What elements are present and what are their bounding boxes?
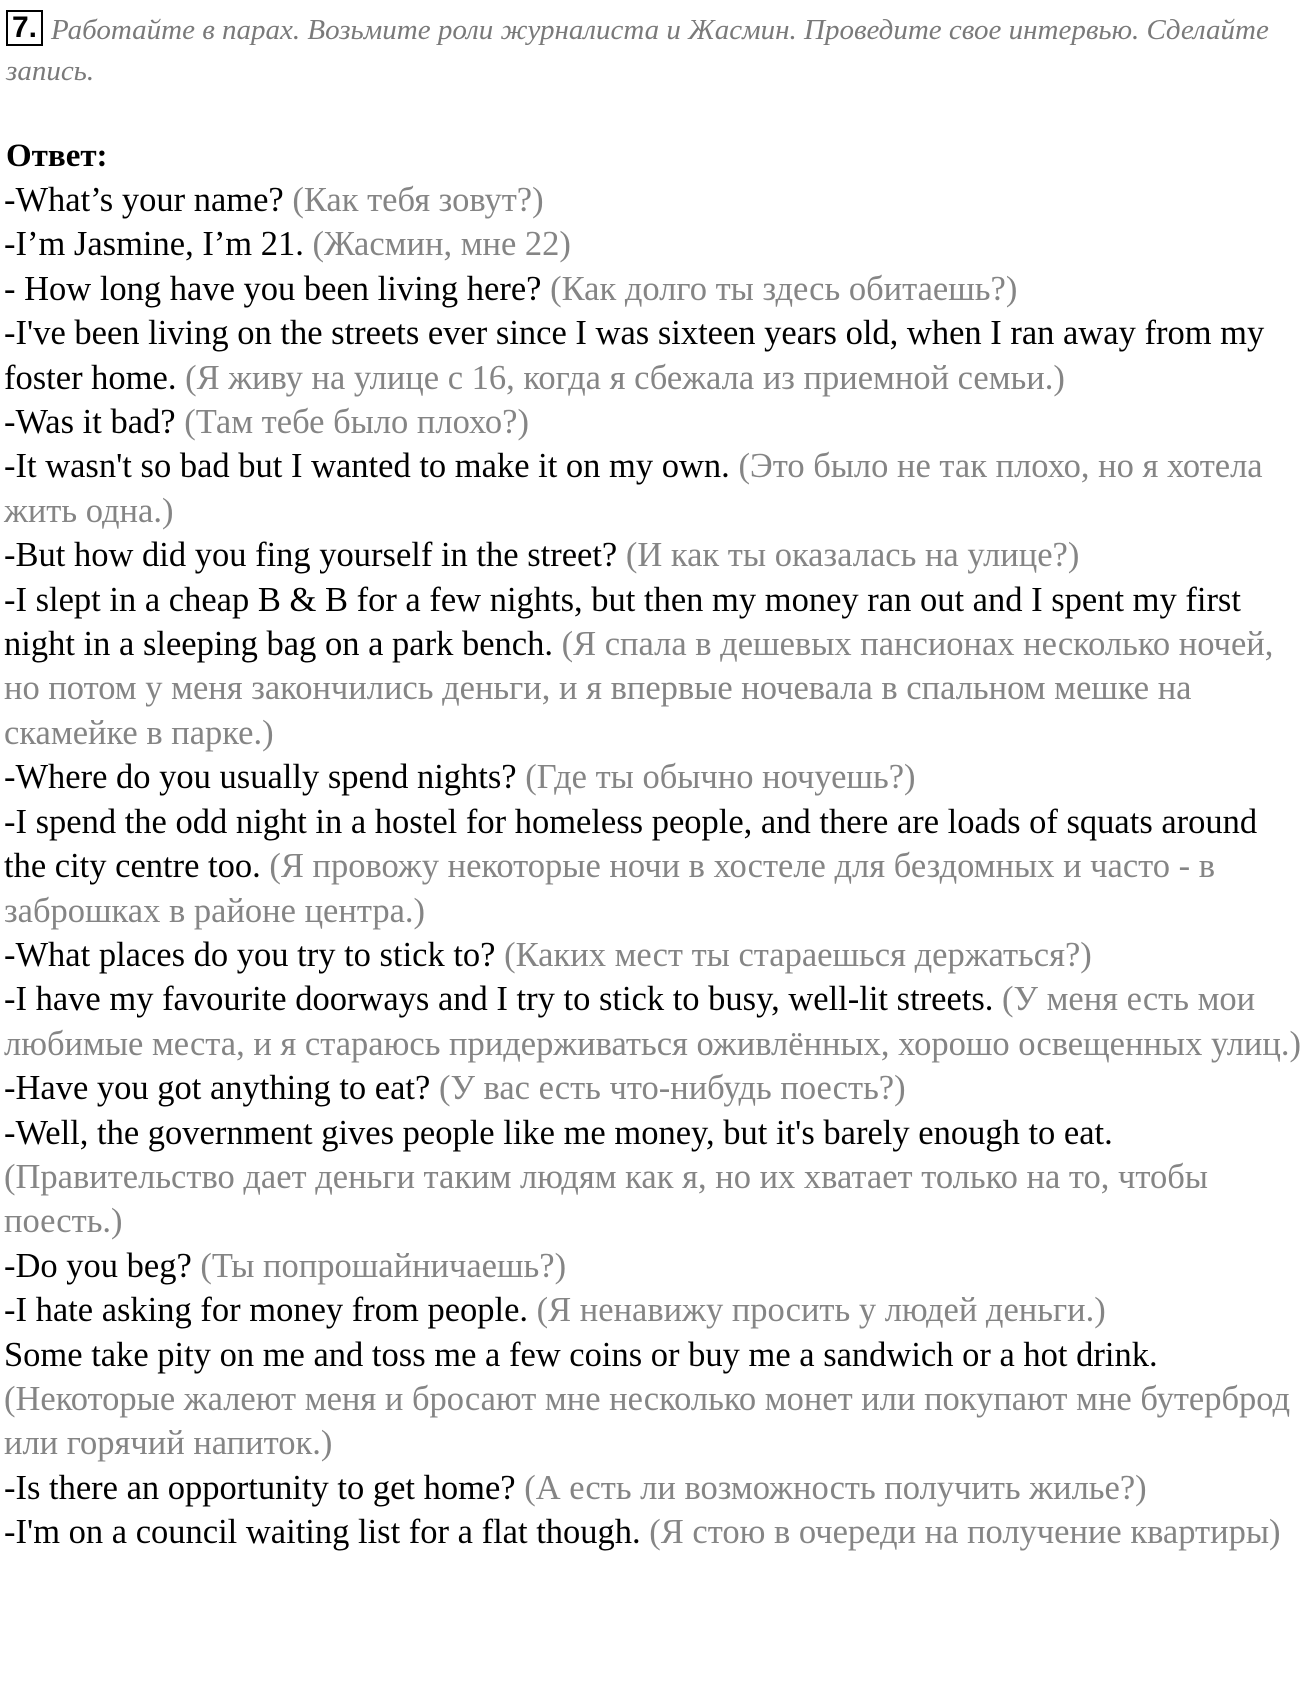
dialogue (4, 178, 1303, 1555)
russian-translation: (Я спала в дешевых пансионах несколько ночей, но потом у меня закончились деньги, и я впервые ночевала в спальном мешке на скамейке в парке.) (4, 625, 1274, 752)
russian-translation: (Ты попрошайничаешь?) (200, 1246, 567, 1285)
task-text: Работайте в парах. Возьмите роли журналиста и Жасмин. Проведите свое интервью. Сделайте запись. (6, 14, 1269, 87)
dialogue-line (4, 933, 1303, 977)
dialogue-line (4, 311, 1303, 400)
dialogue-line (4, 533, 1303, 577)
english-text: Some take pity on me and toss me a few coins or buy me a sandwich or a hot drink. (4, 1335, 1158, 1374)
task-number-badge: 7. (6, 10, 43, 46)
dialogue-line (4, 1288, 1303, 1332)
russian-translation: (Я провожу некоторые ночи в хостеле для бездомных и часто - в заброшках в районе центра.) (4, 847, 1216, 930)
english-text: -I slept in a cheap B & B for a few nights, but then my money ran out and I spent my first night in a sleeping bag on a park bench. (4, 580, 1241, 664)
answer-label: Ответ: (6, 138, 108, 174)
english-text: -Have you got anything to eat? (4, 1069, 431, 1108)
dialogue-line (4, 578, 1303, 756)
english-text: -But how did you fing yourself in the street? (4, 536, 618, 575)
dialogue-line (4, 1244, 1303, 1288)
english-text: -I spend the odd night in a hostel for homeless people, and there are loads of squats around the city centre too. (4, 802, 1258, 886)
task-instruction (6, 10, 1296, 92)
russian-translation: (И как ты оказалась на улице?) (625, 536, 1080, 575)
dialogue-line (4, 1510, 1303, 1554)
dialogue-line (4, 1066, 1303, 1110)
english-text: -Where do you usually spend nights? (4, 758, 517, 797)
english-text: -I've been living on the streets ever since I was sixteen years old, when I ran away from my foster home. (4, 314, 1265, 397)
english-text: -I hate asking for money from people. (4, 1291, 529, 1330)
russian-translation: (Некоторые жалеют меня и бросают мне несколько монет или покупают мне бутерброд или горячий напиток.) (4, 1379, 1291, 1463)
dialogue-line (4, 444, 1303, 533)
russian-translation: (Каких мест ты стараешься держаться?) (504, 935, 1092, 974)
russian-translation: (Жасмин, мне 22) (312, 225, 571, 264)
english-text: -Is there an opportunity to get home? (4, 1468, 516, 1507)
english-text: -I’m Jasmine, I’m 21. (4, 225, 304, 264)
russian-translation: (Там тебе было плохо?) (184, 403, 529, 442)
dialogue-line (4, 1111, 1303, 1244)
dialogue-line (4, 800, 1303, 933)
dialogue-line (4, 755, 1303, 799)
russian-translation: (Как тебя зовут?) (292, 181, 544, 219)
russian-translation: (Я стою в очереди на получение квартиры) (649, 1513, 1281, 1552)
russian-translation: (А есть ли возможность получить жилье?) (524, 1468, 1147, 1507)
russian-translation: (Где ты обычно ночуешь?) (525, 758, 916, 797)
dialogue-line (4, 1466, 1303, 1510)
russian-translation: (Как долго ты здесь обитаешь?) (550, 269, 1018, 308)
dialogue-line (4, 222, 1303, 266)
english-text: -What’s your name? (4, 181, 284, 219)
english-text: -Well, the government gives people like me money, but it's barely enough to eat. (4, 1113, 1113, 1152)
russian-translation: (У меня есть мои любимые места, и я стараюсь придерживаться оживлённых, хорошо освещенных улиц.) (4, 980, 1301, 1063)
russian-translation: (Это было не так плохо, но я хотела жить одна.) (4, 447, 1263, 530)
russian-translation: (Правительство дает деньги таким людям как я, но их хватает только на то, чтобы поесть.) (4, 1157, 1208, 1241)
russian-translation: (Я живу на улице с 16, когда я сбежала из приемной семьи.) (185, 358, 1065, 397)
english-text: - How long have you been living here? (4, 269, 542, 308)
dialogue-line (4, 977, 1303, 1066)
english-text: -I have my favourite doorways and I try to stick to busy, well-lit streets. (4, 980, 994, 1019)
english-text: -I'm on a council waiting list for a flat though. (4, 1513, 641, 1552)
russian-translation: (Я ненавижу просить у людей деньги.) (536, 1291, 1106, 1330)
english-text: -Was it bad? (4, 403, 176, 442)
english-text: -What places do you try to stick to? (4, 935, 496, 974)
dialogue-line (4, 178, 1303, 222)
dialogue-line (4, 400, 1303, 444)
dialogue-line (4, 1333, 1303, 1466)
english-text: -Do you beg? (4, 1246, 192, 1285)
dialogue-line (4, 267, 1303, 311)
english-text: -It wasn't so bad but I wanted to make it on my own. (4, 447, 730, 486)
russian-translation: (У вас есть что-нибудь поесть?) (438, 1069, 906, 1108)
